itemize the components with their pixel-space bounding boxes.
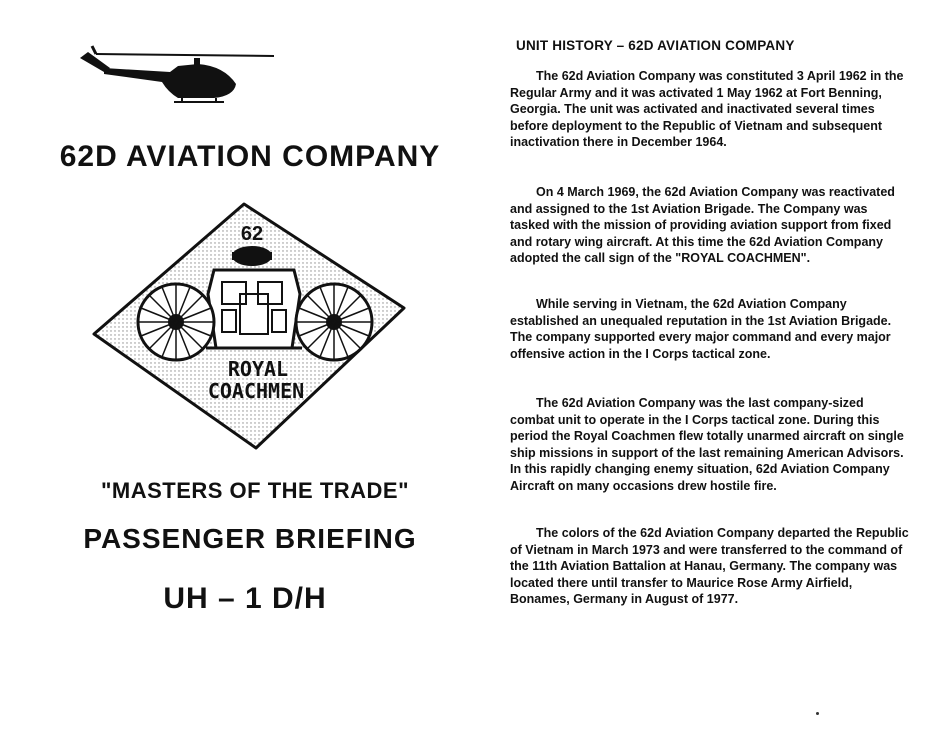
emblem-number: 62 [240,223,264,245]
royal-coachmen-emblem [86,198,416,456]
company-title: 62D AVIATION COMPANY [59,140,441,173]
right-page [510,0,910,731]
wheel-left-icon [138,284,214,360]
history-paragraph-4: The 62d Aviation Company was the last company-sized combat unit to operate in the I Corps tactical zone. During this period the Royal Coachmen flew totally unarmed aircraft on single ship missions in support of the last remaining American Advisors. In this rapidly changing enemy situation, 62d Aviation Company Aircraft on many occasions drew hostile fire. [510,396,904,493]
unit-history-heading: UNIT HISTORY – 62D AVIATION COMPANY [516,38,795,53]
helicopter-icon [74,44,274,106]
emblem-line1: ROYAL [227,357,289,381]
history-paragraph-3: While serving in Vietnam, the 62d Aviation Company established an unequaled reputation in the 1st Aviation Brigade. The company supported every major command and every major offensive action in the I Corps tactical zone. [510,297,892,361]
aircraft-model: UH – 1 D/H [163,582,327,615]
motto: "MASTERS OF THE TRADE" [100,478,410,503]
emblem-line2: COACHMEN [207,379,305,403]
history-paragraph-2: On 4 March 1969, the 62d Aviation Company was reactivated and assigned to the 1st Aviation Brigade. The Company was tasked with the mission of providing aviation support from fixed and rotary wing aircraft. At this time the 62d Aviation Company adopted the call sign of the "ROYAL COACHMEN". [510,185,895,266]
briefing-title: PASSENGER BRIEFING [83,523,417,554]
coach-icon [206,270,302,348]
wheel-right-icon [296,284,372,360]
history-paragraph-1: The 62d Aviation Company was constituted 3 April 1962 in the Regular Army and it was activated 1 May 1962 at Fort Benning, Georgia. The unit was activated and inactivated several times before deployment to the Republic of Vietnam and subsequent inactivation there in December 1964. [510,69,904,150]
crown-icon [232,246,272,266]
scan-speck [816,712,819,715]
history-paragraph-5: The colors of the 62d Aviation Company departed the Republic of Vietnam in March 1973 and were transferred to the command of the 11th Aviation Battalion at Hanau, Germany. The company was located there until transfer to Maurice Rose Army Airfield, Bonames, Germany in August of 1977. [510,526,909,607]
